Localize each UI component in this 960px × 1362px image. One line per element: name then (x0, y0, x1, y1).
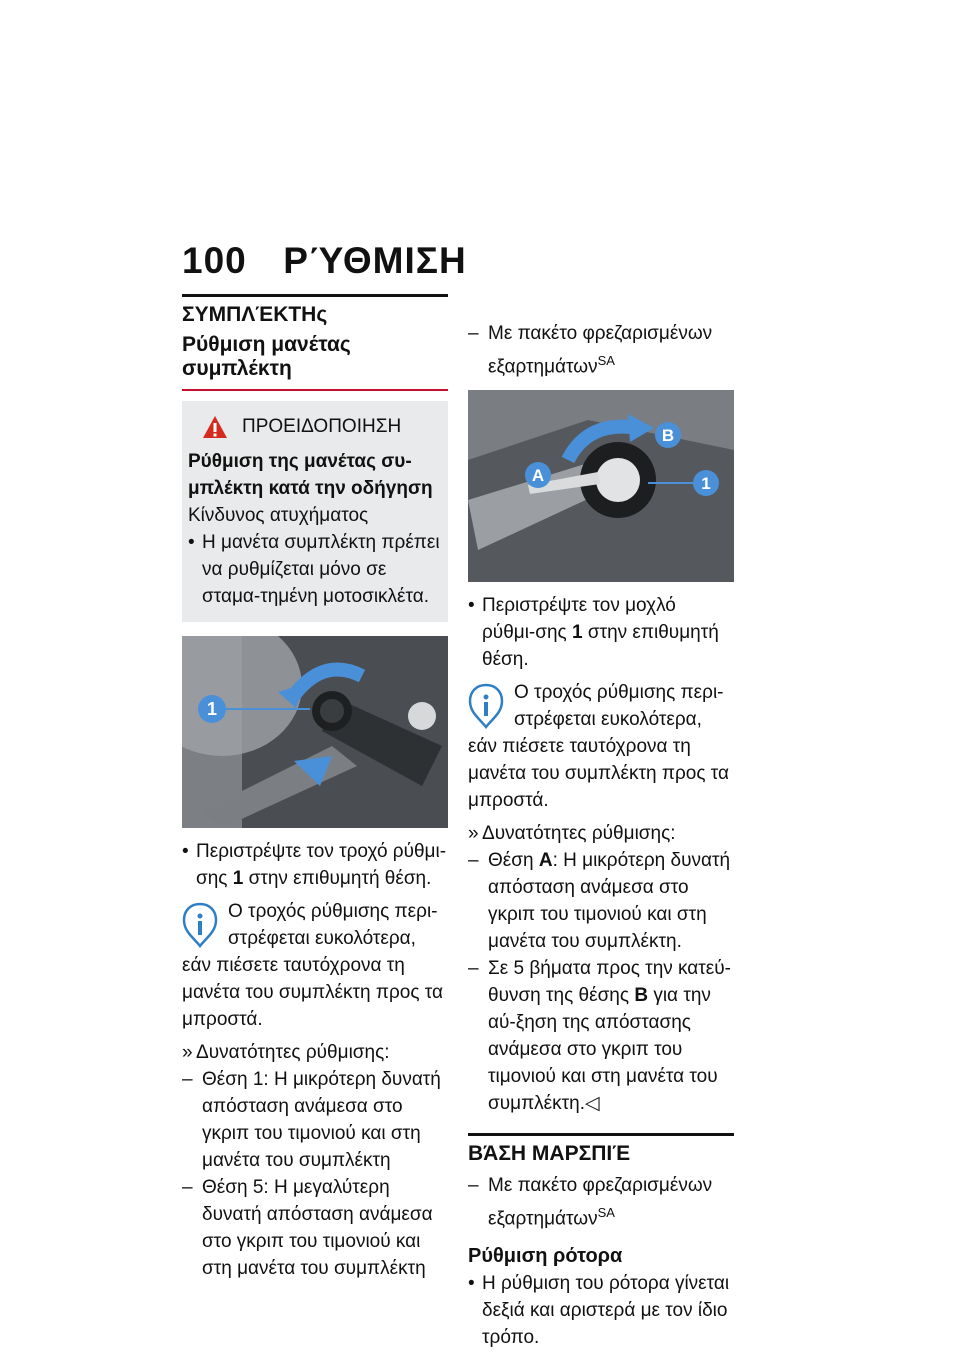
sa-text: Με πακέτο φρεζαρισμένων εξαρτημάτων (488, 323, 713, 378)
photo-callout-a: A (531, 466, 545, 486)
warning-text: Κίνδυνος ατυχήματος (188, 505, 369, 526)
photo-callout-b: B (661, 426, 675, 446)
page-number: 100 (182, 240, 247, 281)
step-number: 1 (232, 868, 244, 889)
step-text-b: στην επιθυμητή θέση. (248, 868, 432, 889)
info-note (182, 898, 448, 1033)
info-icon (468, 683, 504, 729)
warning-title: Ρύθμιση της μανέτας συ-μπλέκτη κατά την οδήγηση (188, 451, 433, 499)
sa-superscript: SA (597, 353, 615, 368)
sa-text-2: Με πακέτο φρεζαρισμένων εξαρτημάτων (488, 1175, 713, 1230)
option-b-post: για την αύ-ξηση της απόστασης ανάμεσα στο γκριπ του τιμονιού και στη μανέτα του συμπλέκτη.◁ (488, 985, 718, 1115)
option-a-post: : Η μικρότερη δυνατή απόσταση ανάμεσα στο γκριπ του τιμονιού και στη μανέτα του συμπλέκτη. (488, 850, 731, 953)
warning-label: ΠΡΟΕΙΔΟΠΟΙΗΣΗ (242, 416, 402, 437)
section-title-2: ΒΆΣΗ ΜΑΡΣΠΙΈ (468, 1133, 734, 1166)
warning-bullet: • Η μανέτα συμπλέκτη πρέπει να ρυθμίζεται μόνο σε σταμα-τημένη μοτοσικλέτα. (188, 529, 440, 610)
options-title: » Δυνατότητες ρύθμισης: (182, 1039, 448, 1066)
option-a-pre: Θέση (488, 850, 534, 872)
lever-adjuster-photo (468, 390, 734, 582)
option-position-b (468, 955, 734, 1117)
warning-icon (202, 415, 228, 439)
step-text-a: Περιστρέψτε τον μοχλό ρύθμι-σης (482, 595, 676, 644)
step-text-a: Περιστρέψτε τον τροχό ρύθμι-σης (196, 841, 447, 889)
option-position-5: – Θέση 5: Η μεγαλύτερη δυνατή απόσταση ανάμεσα στο γκριπ του τιμονιού και στη μανέτα του συμπλέκτη (182, 1174, 448, 1282)
right-column (468, 320, 734, 1351)
left-column (182, 294, 448, 1282)
info-note (468, 679, 734, 814)
clutch-lever-photo (182, 636, 448, 828)
sa-note (468, 320, 734, 380)
options-title: » Δυνατότητες ρύθμισης: (468, 820, 734, 847)
rotor-bullet: • Η ρύθμιση του ρότορα γίνεται δεξιά και αριστερά με τον ίδιο τρόπο. (468, 1270, 734, 1351)
subsection-title-2: Ρύθμιση ρότορα (468, 1244, 623, 1267)
page-header (182, 240, 467, 282)
info-text: Ο τροχός ρύθμισης περι-στρέφεται ευκολότερα, εάν πιέσετε ταυτόχρονα τη μανέτα του συμπλέκτη προς τα μπροστά. (182, 901, 444, 1030)
subsection-title: Ρύθμιση μανέτας συμπλέκτη (182, 333, 448, 391)
step-text-b: στην επιθυμητή θέση. (482, 622, 719, 671)
warning-box (182, 401, 448, 622)
step-number: 1 (572, 622, 583, 644)
option-position-a (468, 847, 734, 955)
info-icon (182, 902, 218, 948)
option-a-position: A (538, 850, 553, 872)
sa-note-2 (468, 1172, 734, 1232)
photo-callout-1: 1 (206, 699, 218, 719)
option-b-position: B (634, 985, 649, 1007)
info-text: Ο τροχός ρύθμισης περι-στρέφεται ευκολότερα, εάν πιέσετε ταυτόχρονα τη μανέτα του συμπλέκτη προς τα μπροστά. (468, 682, 730, 812)
chapter-title: ΡΎΘΜΙΣΗ (283, 240, 467, 281)
step-text (182, 838, 448, 892)
section-title: ΣΥΜΠΛΈΚΤΗς (182, 294, 448, 327)
step-text (468, 592, 734, 673)
warning-header (188, 413, 440, 440)
photo-callout-1: 1 (701, 474, 711, 494)
option-position-1: – Θέση 1: Η μικρότερη δυνατή απόσταση ανάμεσα στο γκριπ του τιμονιού και στη μανέτα του συμπλέκτη (182, 1066, 448, 1174)
sa-superscript-2: SA (597, 1205, 615, 1221)
option-b-pre: Σε 5 βήματα προς την κατεύ-θυνση της θέσης (488, 958, 731, 1007)
